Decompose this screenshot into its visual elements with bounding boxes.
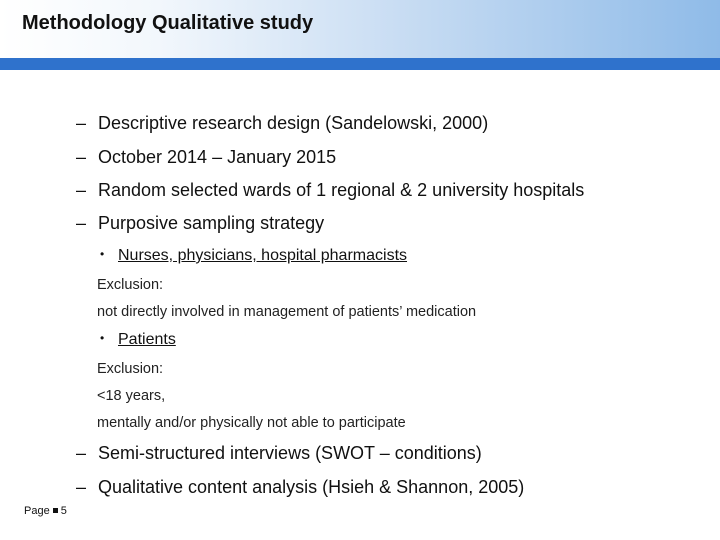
exclusion-text: mentally and/or physically not able to participate xyxy=(97,415,406,431)
group-label: Nurses, physicians, hospital pharmacists xyxy=(118,247,408,264)
page-label: Page xyxy=(24,505,50,517)
sub-bullet-item xyxy=(100,331,176,349)
slide-title: Methodology Qualitative study xyxy=(22,12,314,34)
item-text: Semi-structured interviews (SWOT – conditions) xyxy=(98,443,482,463)
dash-marker: – xyxy=(76,147,87,167)
dash-marker: – xyxy=(76,443,87,463)
page-number: 5 xyxy=(60,505,67,517)
sub-bullet-item xyxy=(100,247,407,265)
dash-marker: – xyxy=(76,113,87,133)
page-footer xyxy=(24,505,67,517)
bullet-item xyxy=(76,443,482,464)
bullet-item xyxy=(76,180,584,201)
exclusion-label: Exclusion: xyxy=(97,361,164,377)
dash-marker: – xyxy=(76,213,87,233)
item-text: Purposive sampling strategy xyxy=(98,213,325,233)
bullet-item xyxy=(76,213,324,234)
dash-marker: – xyxy=(76,180,87,200)
group-label: Patients xyxy=(118,331,176,348)
footer-separator xyxy=(53,508,58,513)
exclusion-text: <18 years, xyxy=(97,388,166,404)
item-text: Random selected wards of 1 regional & 2 university hospitals xyxy=(98,180,585,200)
exclusion-label: Exclusion: xyxy=(97,277,164,293)
bullet-marker: • xyxy=(100,247,105,261)
bullet-item xyxy=(76,147,336,168)
exclusion-text: not directly involved in management of patients’ medication xyxy=(97,304,477,320)
bullet-marker: • xyxy=(100,331,105,345)
dash-marker: – xyxy=(76,477,87,497)
bullet-item xyxy=(76,477,524,498)
bullet-item xyxy=(76,113,488,134)
item-text: October 2014 – January 2015 xyxy=(98,147,337,167)
item-text: Descriptive research design (Sandelowski, 2000) xyxy=(98,113,489,133)
item-text: Qualitative content analysis (Hsieh & Shannon, 2005) xyxy=(98,477,525,497)
